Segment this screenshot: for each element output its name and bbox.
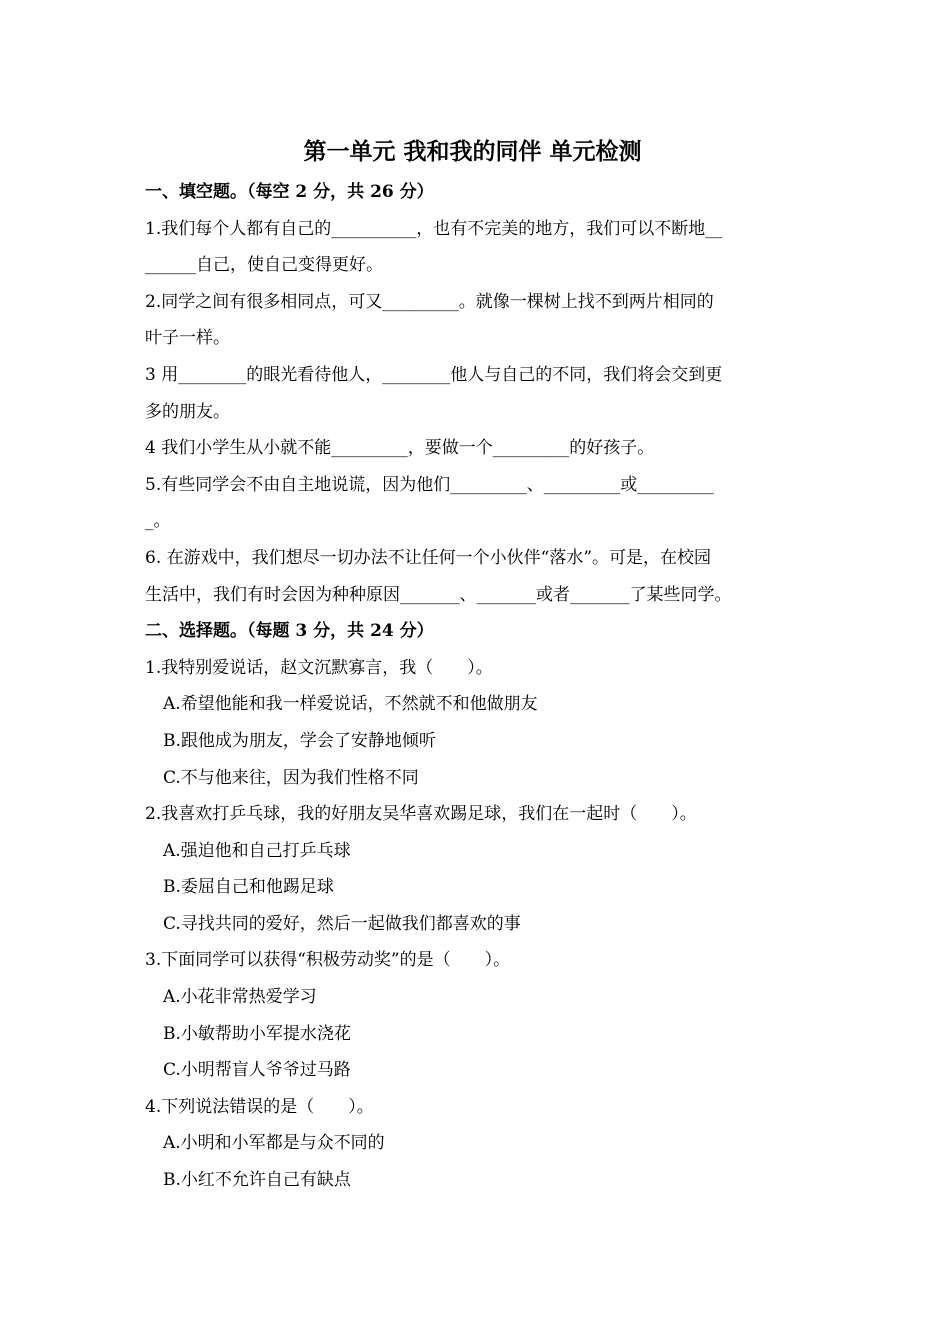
question-line: ______自己，使自己变得更好。: [145, 255, 383, 276]
answer-option: C.不与他来往，因为我们性格不同: [163, 767, 419, 788]
answer-option: B.小敏帮助小军提水浇花: [163, 1023, 351, 1044]
answer-option: C.寻找共同的爱好，然后一起做我们都喜欢的事: [163, 913, 521, 934]
answer-option: A.小花非常热爱学习: [163, 987, 317, 1008]
question-line: 4 我们小学生从小就不能_________，要做一个_________的好孩子。: [145, 438, 655, 459]
question-line: 1.我特别爱说话，赵文沉默寡言，我（ ）。: [145, 657, 493, 678]
answer-option: C.小明帮盲人爷爷过马路: [163, 1060, 351, 1081]
answer-option: B.委屈自己和他踢足球: [163, 877, 334, 898]
question-line: 叶子一样。: [145, 328, 230, 349]
page-title: 第一单元 我和我的同伴 单元检测: [303, 138, 642, 165]
question-line: 2.我喜欢打乒乓球，我的好朋友吴华喜欢踢足球，我们在一起时（ ）。: [145, 804, 697, 825]
question-line: 3.下面同学可以获得“积极劳动奖”的是（ ）。: [145, 950, 511, 971]
question-line: 生活中，我们有时会因为种种原因_______、_______或者_______了某些同学。: [145, 584, 732, 605]
answer-option: A.希望他能和我一样爱说话，不然就不和他做朋友: [163, 694, 538, 715]
question-line: 6. 在游戏中，我们想尽一切办法不让任何一个小伙伴“落水”。可是，在校园: [145, 547, 712, 568]
answer-option: B.小红不允许自己有缺点: [163, 1170, 351, 1191]
question-line: _。: [145, 511, 171, 532]
question-line: 5.有些同学会不由自主地说谎，因为他们_________、_________或_________: [145, 474, 714, 495]
document-page: [145, 130, 810, 1199]
document-body: [145, 174, 810, 1199]
answer-option: A.小明和小军都是与众不同的: [163, 1133, 385, 1154]
section-heading: 一、填空题。（每空 2 分，共 26 分）: [145, 182, 434, 202]
question-line: 1.我们每个人都有自己的__________，也有不完美的地方，我们可以不断地__: [145, 218, 723, 239]
question-line: 4.下列说法错误的是（ ）。: [145, 1096, 374, 1117]
section-heading: 二、选择题。（每题 3 分，共 24 分）: [145, 621, 434, 642]
answer-option: A.强迫他和自己打乒乓球: [163, 840, 351, 861]
answer-option: B.跟他成为朋友，学会了安静地倾听: [163, 730, 436, 751]
question-line: 多的朋友。: [145, 401, 230, 422]
question-line: 2.同学之间有很多相同点，可又_________。就像一棵树上找不到两片相同的: [145, 291, 714, 312]
question-line: 3 用________的眼光看待他人，________他人与自己的不同，我们将会交到更: [145, 364, 723, 385]
